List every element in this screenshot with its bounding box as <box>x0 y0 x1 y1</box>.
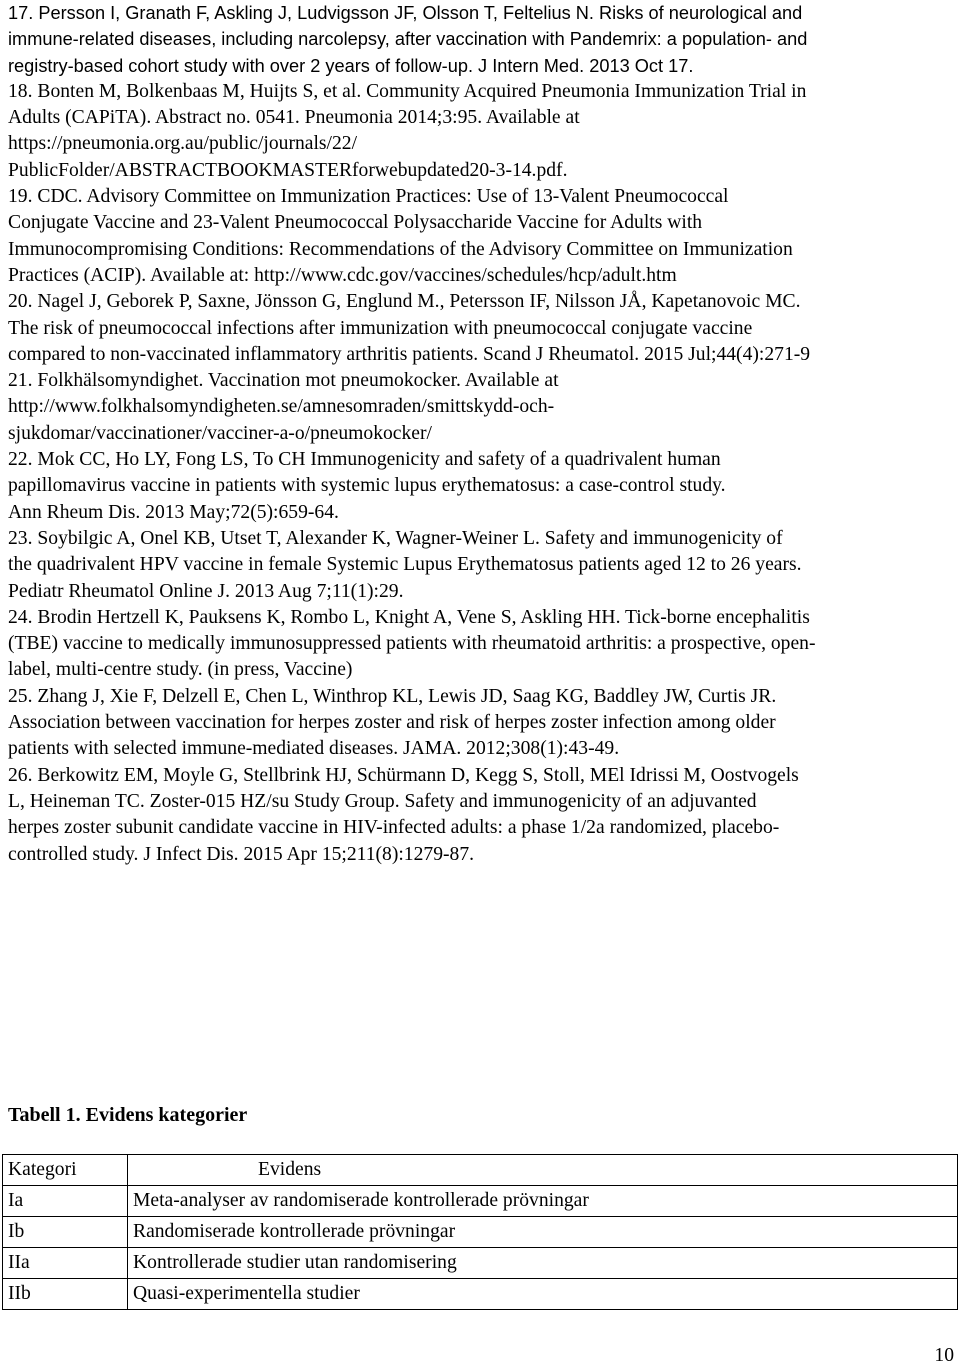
reference-line: Immunocompromising Conditions: Recommendations of the Advisory Committee on Immunization <box>8 238 793 260</box>
kategori-cell: IIa <box>3 1248 128 1279</box>
reference-line: 26. Berkowitz EM, Moyle G, Stellbrink HJ, Schürmann D, Kegg S, Stoll, MEl Idrissi M, Oostvogels <box>8 764 799 786</box>
table-row <box>3 1186 958 1217</box>
reference-line: 19. CDC. Advisory Committee on Immunization Practices: Use of 13-Valent Pneumococcal <box>8 186 729 208</box>
reference-line: Conjugate Vaccine and 23-Valent Pneumococcal Polysaccharide Vaccine for Adults with <box>8 212 703 234</box>
reference-line: patients with selected immune-mediated diseases. JAMA. 2012;308(1):43-49. <box>8 738 620 760</box>
reference-line: Ann Rheum Dis. 2013 May;72(5):659-64. <box>8 501 339 523</box>
page-number: 10 <box>934 1345 954 1366</box>
reference-line: 24. Brodin Hertzell K, Pauksens K, Rombo L, Knight A, Vene S, Askling HH. Tick-borne encephalitis <box>8 606 810 628</box>
evidens-cell: Meta-analyser av randomiserade kontrollerade prövningar <box>128 1186 958 1217</box>
reference-line: registry-based cohort study with over 2 years of follow-up. J Intern Med. 2013 Oct 17. <box>8 55 694 76</box>
reference-line: 23. Soybilgic A, Onel KB, Utset T, Alexander K, Wagner-Weiner L. Safety and immunogenicity of <box>8 527 783 549</box>
reference-line: (TBE) vaccine to medically immunosuppressed patients with rheumatoid arthritis: a prospective, open- <box>8 633 816 655</box>
reference-line: controlled study. J Infect Dis. 2015 Apr 15;211(8):1279-87. <box>8 843 475 865</box>
reference-line: https://pneumonia.org.au/public/journals/22/ <box>8 133 358 155</box>
reference-list <box>8 0 952 868</box>
evidens-cell: Kontrollerade studier utan randomisering <box>128 1248 958 1279</box>
reference-line: 20. Nagel J, Geborek P, Saxne, Jönsson G, Englund M., Petersson IF, Nilsson JÅ, Kapetanovoic MC. <box>8 291 801 313</box>
kategori-cell: Ia <box>3 1186 128 1217</box>
reference-line: 21. Folkhälsomyndighet. Vaccination mot pneumokocker. Available at <box>8 370 559 392</box>
table-row <box>3 1217 958 1248</box>
reference-line: L, Heineman TC. Zoster-015 HZ/su Study Group. Safety and immunogenicity of an adjuvanted <box>8 790 757 812</box>
header-evidens: Evidens <box>128 1155 958 1186</box>
evidence-table <box>2 1154 958 1310</box>
reference-line: label, multi-centre study. (in press, Vaccine) <box>8 659 353 681</box>
reference-line: herpes zoster subunit candidate vaccine in HIV-infected adults: a phase 1/2a randomized, placebo- <box>8 817 780 839</box>
reference-line: the quadrivalent HPV vaccine in female Systemic Lupus Erythematosus patients aged 12 to 26 years. <box>8 554 802 576</box>
reference-line: immune-related diseases, including narcolepsy, after vaccination with Pandemrix: a population- and <box>8 29 808 50</box>
reference-line: 17. Persson I, Granath F, Askling J, Ludvigsson JF, Olsson T, Feltelius N. Risks of neurological and <box>8 3 803 23</box>
reference-line: compared to non-vaccinated inflammatory arthritis patients. Scand J Rheumatol. 2015 Jul;44(4):271-9 <box>8 343 811 365</box>
kategori-cell: IIb <box>3 1279 128 1310</box>
reference-line: papillomavirus vaccine in patients with systemic lupus erythematosus: a case-control study. <box>8 475 726 497</box>
header-kategori: Kategori <box>3 1155 128 1186</box>
table-row <box>3 1248 958 1279</box>
kategori-cell: Ib <box>3 1217 128 1248</box>
reference-line: Association between vaccination for herpes zoster and risk of herpes zoster infection among older <box>8 712 776 734</box>
reference-line: 22. Mok CC, Ho LY, Fong LS, To CH Immunogenicity and safety of a quadrivalent human <box>8 449 721 471</box>
reference-line: 25. Zhang J, Xie F, Delzell E, Chen L, Winthrop KL, Lewis JD, Saag KG, Baddley JW, Curtis JR. <box>8 685 777 707</box>
reference-line: Pediatr Rheumatol Online J. 2013 Aug 7;11(1):29. <box>8 580 404 602</box>
reference-line: http://www.folkhalsomyndigheten.se/amnesomraden/smittskydd-och- <box>8 396 555 418</box>
table-header-row <box>3 1155 958 1186</box>
evidens-cell: Quasi-experimentella studier <box>128 1279 958 1310</box>
reference-line: Adults (CAPiTA). Abstract no. 0541. Pneumonia 2014;3:95. Available at <box>8 107 580 129</box>
evidens-cell: Randomiserade kontrollerade prövningar <box>128 1217 958 1248</box>
reference-line: PublicFolder/ABSTRACTBOOKMASTERforwebupdated20-3-14.pdf. <box>8 159 568 181</box>
reference-line: sjukdomar/vaccinationer/vacciner-a-o/pneumokocker/ <box>8 422 432 444</box>
table-row <box>3 1279 958 1310</box>
reference-line: 18. Bonten M, Bolkenbaas M, Huijts S, et al. Community Acquired Pneumonia Immunization Trial in <box>8 80 807 102</box>
table-title: Tabell 1. Evidens kategorier <box>8 1104 248 1126</box>
reference-line: The risk of pneumococcal infections after immunization with pneumococcal conjugate vaccine <box>8 317 753 339</box>
reference-line: Practices (ACIP). Available at: http://www.cdc.gov/vaccines/schedules/hcp/adult.htm <box>8 264 677 286</box>
